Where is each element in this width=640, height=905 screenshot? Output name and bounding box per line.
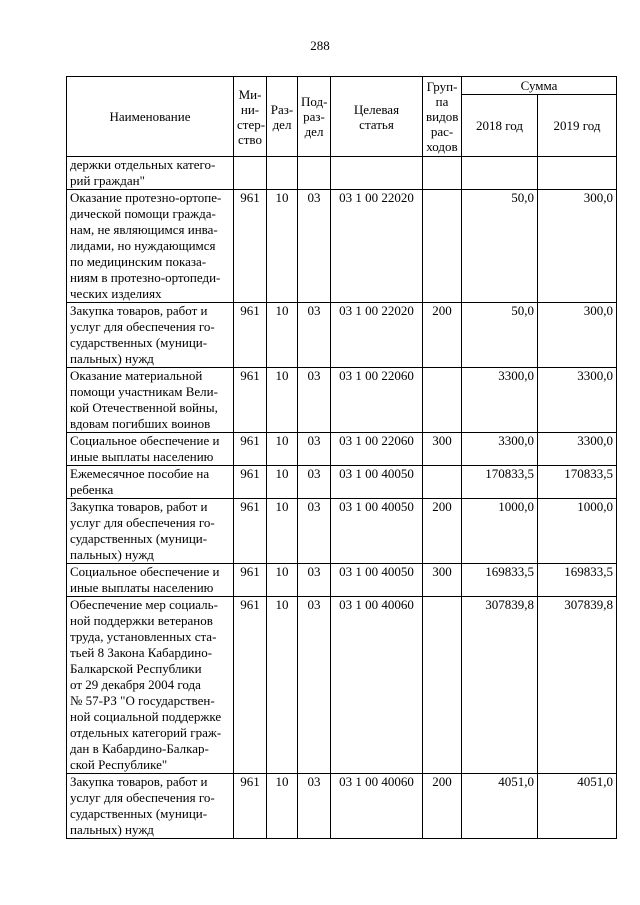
cell-target-article: 03 1 00 22060 — [331, 433, 423, 466]
cell-ministry: 961 — [234, 499, 267, 564]
cell-ministry: 961 — [234, 303, 267, 368]
header-target-article: Целевая статья — [331, 77, 423, 157]
cell-subsection: 03 — [298, 466, 331, 499]
header-name: Наименование — [67, 77, 234, 157]
cell-sum-2018: 1000,0 — [462, 499, 538, 564]
table-row — [67, 157, 617, 190]
header-expense-group: Груп- па видов рас- ходов — [423, 77, 462, 157]
cell-section: 10 — [267, 190, 298, 303]
cell-section: 10 — [267, 466, 298, 499]
table-row — [67, 499, 617, 564]
cell-ministry: 961 — [234, 433, 267, 466]
cell-target-article: 03 1 00 40050 — [331, 499, 423, 564]
cell-target-article: 03 1 00 40050 — [331, 466, 423, 499]
cell-name: Социальное обеспечение и иные выплаты населению — [67, 433, 234, 466]
cell-subsection: 03 — [298, 499, 331, 564]
cell-target-article: 03 1 00 22020 — [331, 303, 423, 368]
cell-sum-2019 — [538, 157, 617, 190]
cell-name: держки отдельных катего- рий граждан" — [67, 157, 234, 190]
cell-name: Ежемесячное пособие на ребенка — [67, 466, 234, 499]
cell-target-article: 03 1 00 22020 — [331, 190, 423, 303]
header-year-2019: 2019 год — [538, 95, 617, 157]
table-body — [67, 157, 617, 839]
cell-section: 10 — [267, 368, 298, 433]
cell-section: 10 — [267, 303, 298, 368]
cell-ministry: 961 — [234, 368, 267, 433]
cell-subsection: 03 — [298, 564, 331, 597]
cell-sum-2019: 3300,0 — [538, 368, 617, 433]
cell-sum-2019: 300,0 — [538, 303, 617, 368]
cell-target-article — [331, 157, 423, 190]
cell-ministry: 961 — [234, 190, 267, 303]
cell-name: Оказание протезно-ортопе- дической помощи гражда- нам, не являющимся инва- лидами, но нуждающимся по медицинским показа- ниям в протезно-ортопеди- ческих изделиях — [67, 190, 234, 303]
cell-target-article: 03 1 00 40050 — [331, 564, 423, 597]
cell-ministry: 961 — [234, 564, 267, 597]
cell-name: Закупка товаров, работ и услуг для обеспечения го- сударственных (муници- пальных) нужд — [67, 774, 234, 839]
table-row — [67, 564, 617, 597]
cell-name: Оказание материальной помощи участникам Вели- кой Отечественной войны, вдовам погибших воинов — [67, 368, 234, 433]
cell-subsection: 03 — [298, 433, 331, 466]
cell-sum-2018: 4051,0 — [462, 774, 538, 839]
cell-sum-2018: 3300,0 — [462, 433, 538, 466]
cell-expense-group: 200 — [423, 774, 462, 839]
table-row — [67, 433, 617, 466]
cell-name: Закупка товаров, работ и услуг для обеспечения го- сударственных (муници- пальных) нужд — [67, 499, 234, 564]
cell-section: 10 — [267, 433, 298, 466]
cell-target-article: 03 1 00 40060 — [331, 774, 423, 839]
table-row — [67, 774, 617, 839]
cell-subsection: 03 — [298, 597, 331, 774]
cell-ministry: 961 — [234, 466, 267, 499]
cell-sum-2019: 4051,0 — [538, 774, 617, 839]
header-year-2018: 2018 год — [462, 95, 538, 157]
cell-sum-2019: 169833,5 — [538, 564, 617, 597]
table-row — [67, 368, 617, 433]
cell-ministry: 961 — [234, 597, 267, 774]
table-row — [67, 597, 617, 774]
cell-expense-group: 300 — [423, 433, 462, 466]
header-subsection: Под- раз- дел — [298, 77, 331, 157]
cell-sum-2019: 1000,0 — [538, 499, 617, 564]
cell-section: 10 — [267, 597, 298, 774]
cell-ministry: 961 — [234, 774, 267, 839]
cell-expense-group — [423, 466, 462, 499]
header-sum: Сумма — [462, 77, 617, 95]
cell-sum-2019: 3300,0 — [538, 433, 617, 466]
cell-name: Социальное обеспечение и иные выплаты населению — [67, 564, 234, 597]
cell-section: 10 — [267, 774, 298, 839]
cell-subsection: 03 — [298, 303, 331, 368]
cell-sum-2018: 50,0 — [462, 303, 538, 368]
page-number: 288 — [310, 38, 330, 53]
cell-sum-2018: 169833,5 — [462, 564, 538, 597]
header-section: Раз- дел — [267, 77, 298, 157]
cell-section: 10 — [267, 564, 298, 597]
cell-name: Закупка товаров, работ и услуг для обеспечения го- сударственных (муници- пальных) нужд — [67, 303, 234, 368]
cell-ministry — [234, 157, 267, 190]
budget-table — [66, 76, 617, 839]
cell-sum-2019: 300,0 — [538, 190, 617, 303]
table-row — [67, 303, 617, 368]
cell-target-article: 03 1 00 40060 — [331, 597, 423, 774]
cell-sum-2018: 3300,0 — [462, 368, 538, 433]
cell-sum-2018: 170833,5 — [462, 466, 538, 499]
cell-sum-2018: 50,0 — [462, 190, 538, 303]
cell-subsection: 03 — [298, 190, 331, 303]
header-ministry: Ми- ни- стер- ство — [234, 77, 267, 157]
cell-expense-group: 300 — [423, 564, 462, 597]
cell-target-article: 03 1 00 22060 — [331, 368, 423, 433]
cell-section — [267, 157, 298, 190]
cell-subsection — [298, 157, 331, 190]
cell-sum-2019: 170833,5 — [538, 466, 617, 499]
cell-section: 10 — [267, 499, 298, 564]
cell-name: Обеспечение мер социаль- ной поддержки ветеранов труда, установленных ста- тьей 8 Закона Кабардино- Балкарской Республики от 29 декабря 2004 года № 57-РЗ "О государствен- ной социальной поддержке отдельных категорий граж- дан в Кабардино-Балкар- ской Республике" — [67, 597, 234, 774]
cell-subsection: 03 — [298, 774, 331, 839]
cell-expense-group — [423, 190, 462, 303]
cell-expense-group — [423, 597, 462, 774]
cell-sum-2018: 307839,8 — [462, 597, 538, 774]
cell-sum-2019: 307839,8 — [538, 597, 617, 774]
table-row — [67, 190, 617, 303]
table-row — [67, 466, 617, 499]
cell-sum-2018 — [462, 157, 538, 190]
cell-expense-group: 200 — [423, 499, 462, 564]
cell-expense-group: 200 — [423, 303, 462, 368]
cell-expense-group — [423, 368, 462, 433]
cell-expense-group — [423, 157, 462, 190]
cell-subsection: 03 — [298, 368, 331, 433]
